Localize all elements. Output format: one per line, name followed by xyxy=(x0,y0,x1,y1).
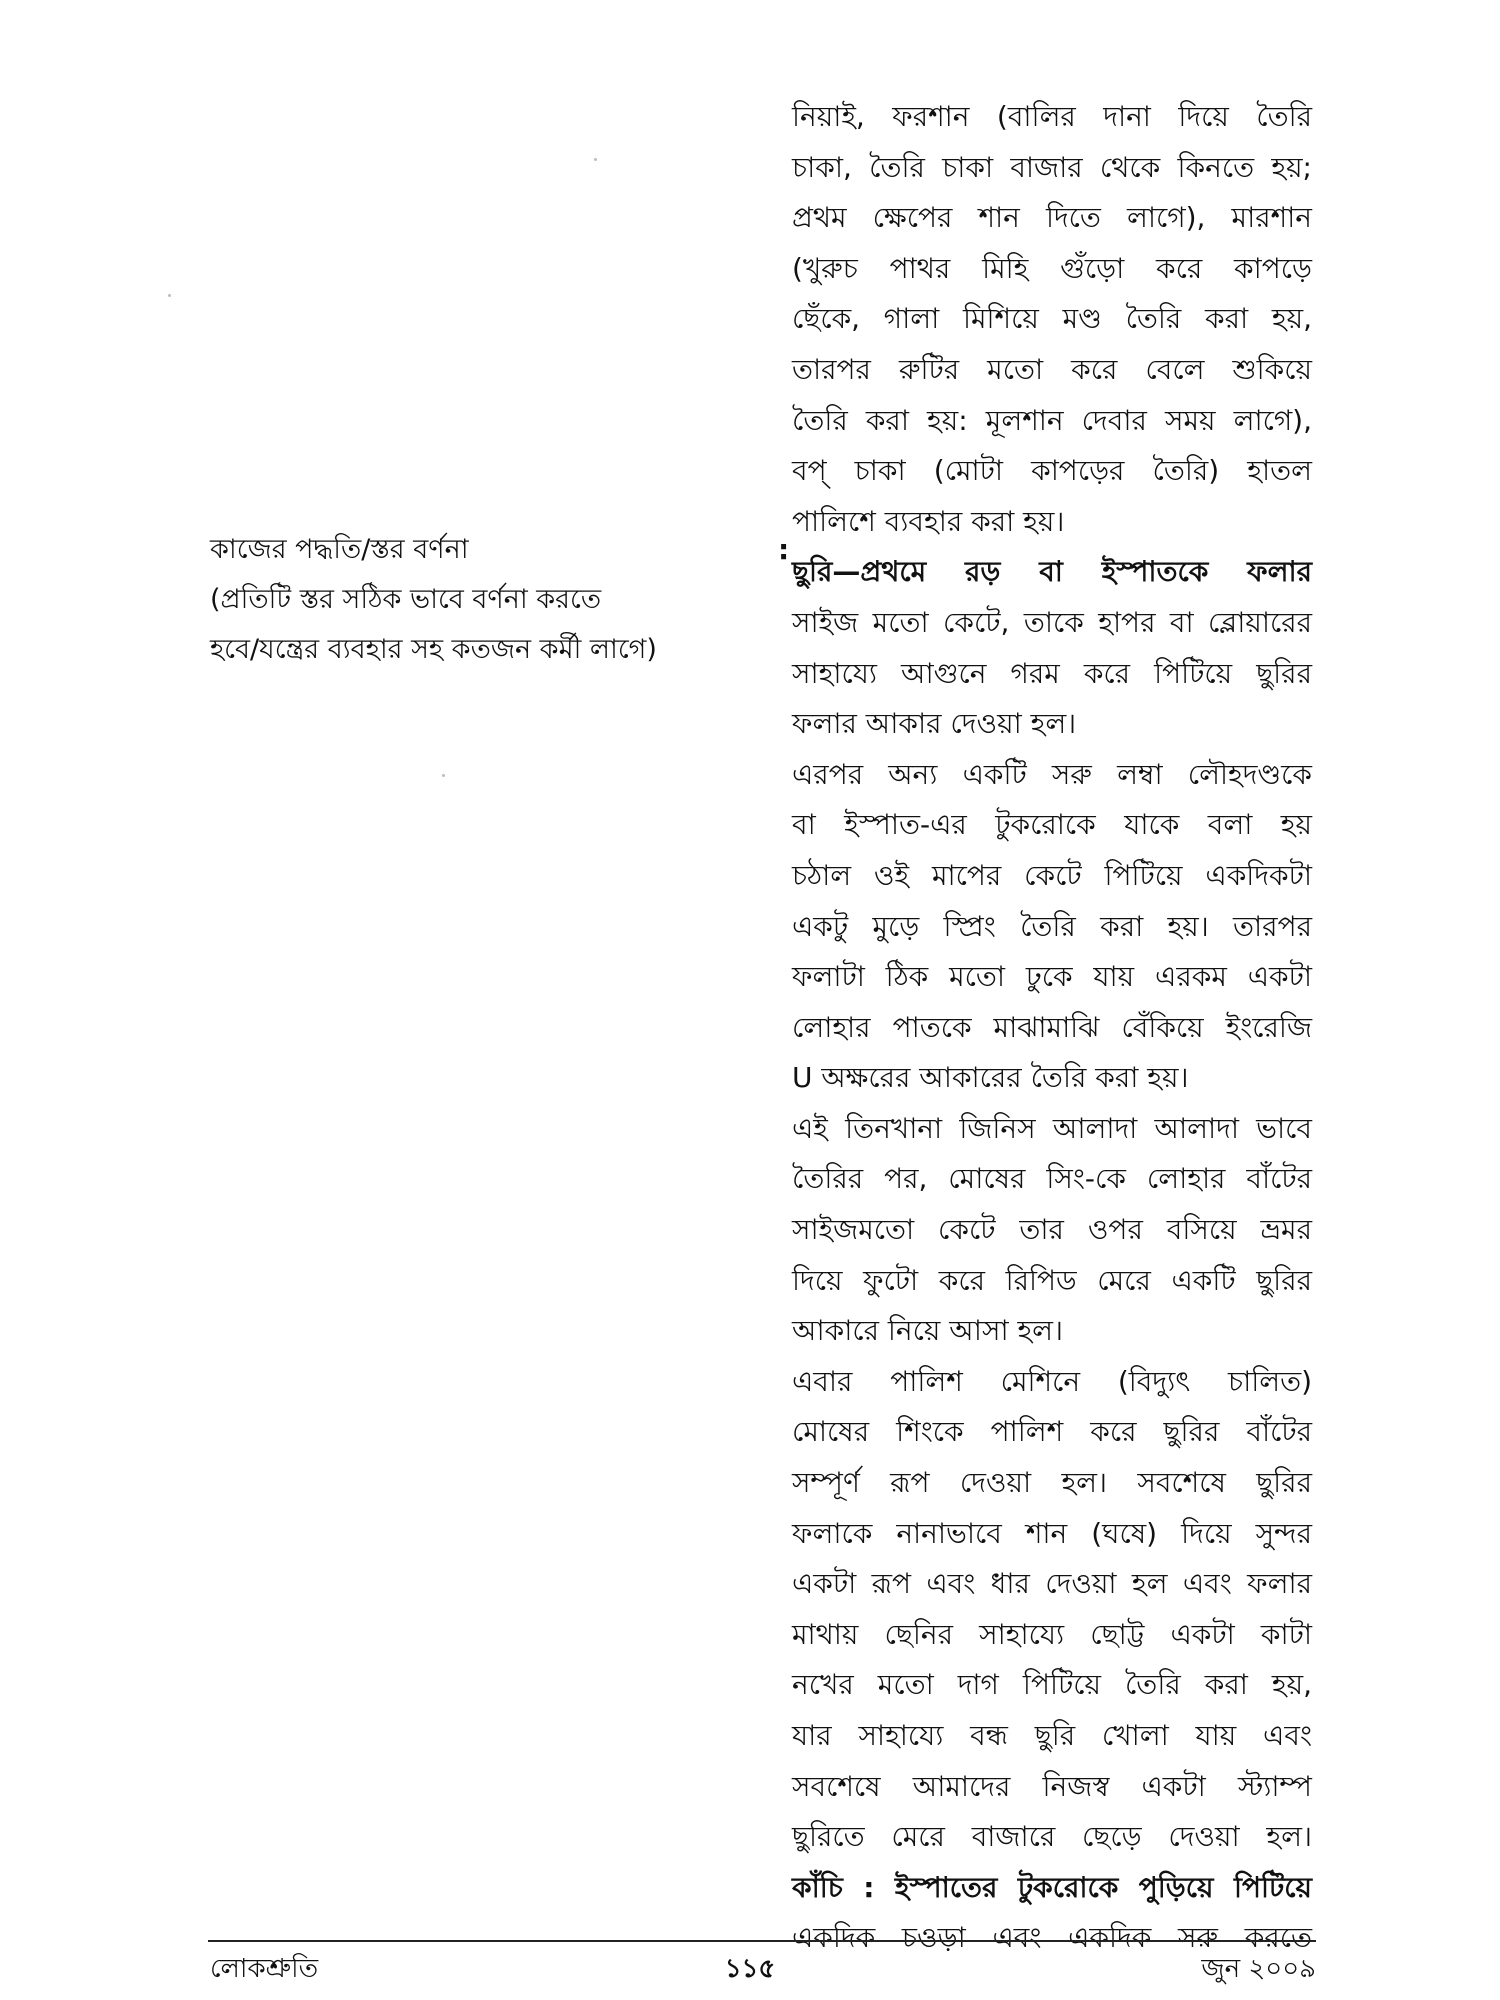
footer-page-number: ১১৫ xyxy=(724,1954,776,1984)
body-line: এই তিনখানা জিনিস আলাদা আলাদা ভাবে xyxy=(792,1111,1312,1145)
body-line: একটা রূপ এবং ধার দেওয়া হল এবং ফলার xyxy=(792,1567,1312,1601)
body-line: ফলাকে নানাভাবে শান (ঘষে) দিয়ে সুন্দর xyxy=(792,1516,1312,1550)
body-line: সম্পূর্ণ রূপ দেওয়া হল। সবশেষে ছুরির xyxy=(792,1466,1312,1500)
body-line: নিয়াই, ফরশান (বালির দানা দিয়ে তৈরি xyxy=(792,100,1312,133)
body-line: যার সাহায্যে বন্ধ ছুরি খোলা যায় এবং xyxy=(792,1719,1312,1752)
body-line: দিয়ে ফুটো করে রিপিড মেরে একটি ছুরির xyxy=(792,1263,1312,1297)
body-line: সাইজমতো কেটে তার ওপর বসিয়ে ভ্রমর xyxy=(792,1213,1312,1247)
scan-speck xyxy=(442,774,445,777)
body-line: পালিশে ব্যবহার করা হয়। xyxy=(792,504,1065,538)
heading-line-3: হবে/যন্ত্রের ব্যবহার সহ কতজন কর্মী লাগে) xyxy=(210,634,657,665)
body-line: ছেঁকে, গালা মিশিয়ে মণ্ড তৈরি করা হয়, xyxy=(792,302,1312,336)
body-line: বপ্ চাকা (মোটা কাপড়ের তৈরি) হাতল xyxy=(792,454,1312,488)
body-line: একটু মুড়ে স্প্রিং তৈরি করা হয়। তারপর xyxy=(792,909,1312,943)
body-line: ফলাটা ঠিক মতো ঢুকে যায় এরকম একটা xyxy=(792,960,1312,994)
body-line: সবশেষে আমাদের নিজস্ব একটা স্ট্যাম্প xyxy=(792,1769,1312,1803)
heading-line-2: (প্রতিটি স্তর সঠিক ভাবে বর্ণনা করতে xyxy=(210,584,602,615)
body-line-churi-heading: ছুরি—প্রথমে রড় বা ইস্পাতকে ফলার xyxy=(792,555,1312,589)
body-line: তৈরি করা হয়: মূলশান দেবার সময় লাগে), xyxy=(792,403,1312,437)
body-line: তারপর রুটির মতো করে বেলে শুকিয়ে xyxy=(792,352,1312,386)
body-line: সাহায্যে আগুনে গরম করে পিটিয়ে ছুরির xyxy=(792,656,1312,690)
body-line: (খুরুচ পাথর মিহি গুঁড়ো করে কাপড়ে xyxy=(792,251,1312,285)
footer-rule xyxy=(208,1940,1316,1942)
body-line: একদিক চওড়া এবং একদিক সরু করতে xyxy=(792,1921,1312,1955)
body-line: নখের মতো দাগ পিটিয়ে তৈরি করা হয়, xyxy=(792,1668,1312,1702)
body-line-kanchi-heading: কাঁচি : ইস্পাতের টুকরোকে পুড়িয়ে পিটিয়ে xyxy=(792,1870,1312,1904)
body-line: এরপর অন্য একটি সরু লম্বা লৌহদণ্ডকে xyxy=(792,757,1312,791)
footer-date: জুন ২০০৯ xyxy=(1201,1954,1316,1984)
body-line: লোহার পাতকে মাঝামাঝি বেঁকিয়ে ইংরেজি xyxy=(792,1010,1312,1044)
body-line: ছুরিতে মেরে বাজারে ছেড়ে দেওয়া হল। xyxy=(792,1820,1312,1854)
body-line: মাথায় ছেনির সাহায্যে ছোট্ট একটা কাটা xyxy=(792,1617,1312,1651)
scan-speck xyxy=(168,294,171,297)
body-line: তৈরির পর, মোষের সিং-কে লোহার বাঁটের xyxy=(792,1162,1312,1196)
body-line: U অক্ষরের আকারের তৈরি করা হয়। xyxy=(792,1061,1189,1095)
body-line: মোষের শিংকে পালিশ করে ছুরির বাঁটের xyxy=(792,1415,1312,1449)
separator-colon: : xyxy=(778,533,790,566)
right-column-body xyxy=(792,92,1312,1964)
scan-speck xyxy=(594,158,597,161)
footer-journal-name: লোকশ্রুতি xyxy=(210,1954,319,1984)
heading-line-1: কাজের পদ্ধতি/স্তর বর্ণনা xyxy=(210,534,469,565)
body-line: চঠাল ওই মাপের কেটে পিটিয়ে একদিকটা xyxy=(792,858,1312,892)
left-column-heading xyxy=(210,525,770,675)
body-line: ফলার আকার দেওয়া হল। xyxy=(792,707,1077,741)
body-line: আকারে নিয়ে আসা হল। xyxy=(792,1314,1064,1348)
body-line: প্রথম ক্ষেপের শান দিতে লাগে), মারশান xyxy=(792,201,1312,235)
body-line: চাকা, তৈরি চাকা বাজার থেকে কিনতে হয়; xyxy=(792,150,1312,184)
body-line: বা ইস্পাত-এর টুকরোকে যাকে বলা হয় xyxy=(792,808,1312,842)
body-line: এবার পালিশ মেশিনে (বিদ্যুৎ চালিত) xyxy=(792,1364,1312,1398)
body-line: সাইজ মতো কেটে, তাকে হাপর বা ব্লোয়ারের xyxy=(792,605,1312,639)
